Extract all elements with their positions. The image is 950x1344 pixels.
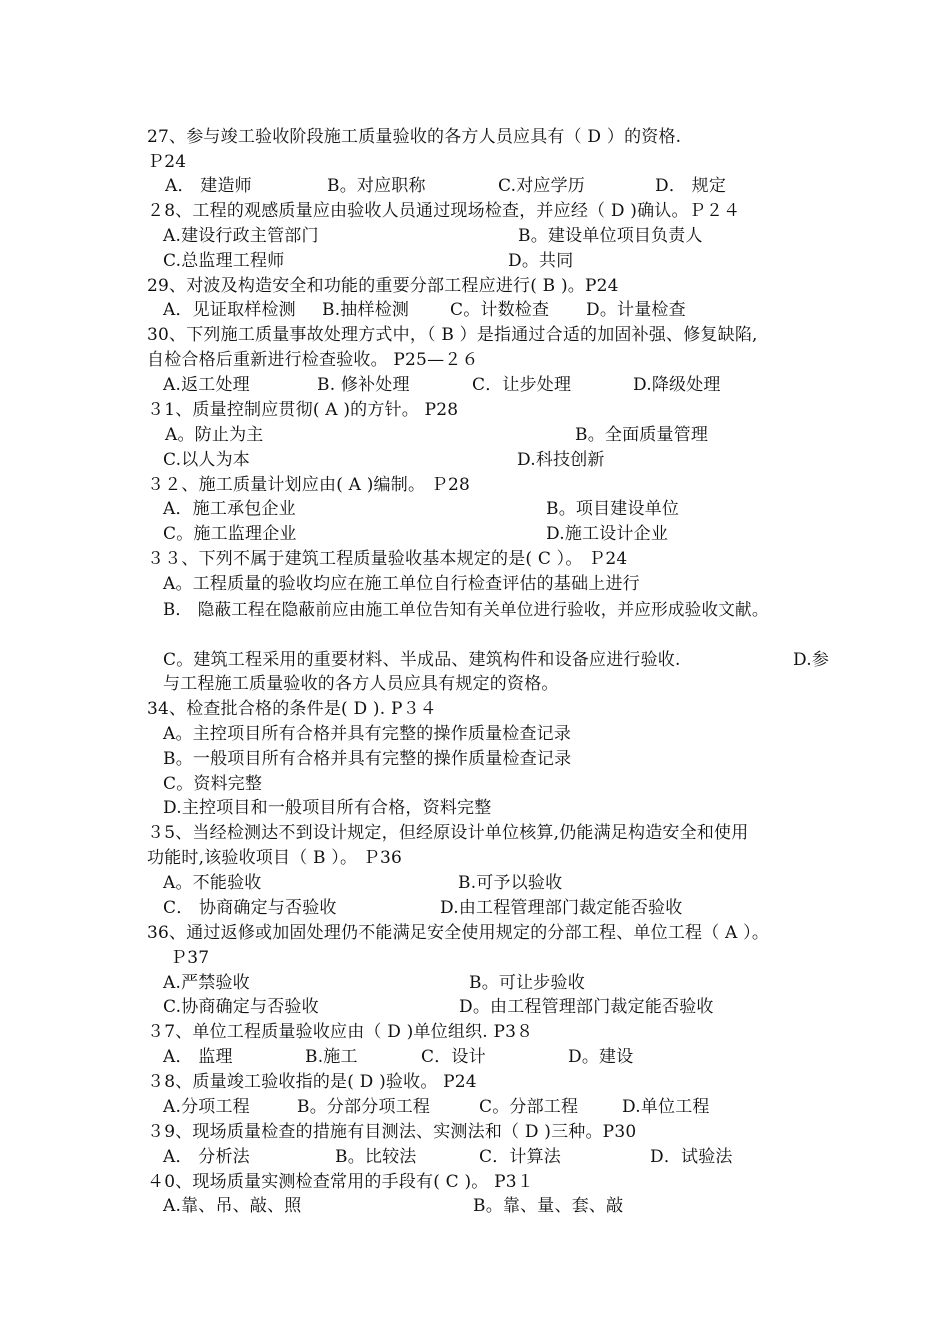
question-34-option-b: B。一般项目所有合格并具有完整的操作质量检查记录 <box>163 749 572 769</box>
question-40-text: ４0、现场质量实测检查常用的手段有( C )。 P3１ <box>147 1172 534 1192</box>
option-d: D.由工程管理部门裁定能否验收 <box>440 898 683 918</box>
option-b: B。比较法 <box>335 1147 417 1167</box>
question-35-text: ３5、当经检测达不到设计规定，但经原设计单位核算,仍能满足构造安全和使用 <box>147 823 749 843</box>
option-b: B。可让步验收 <box>469 973 585 993</box>
question-36-text: 36、通过返修或加固处理仍不能满足安全使用规定的分部工程、单位工程（ A ）。 <box>147 923 770 943</box>
option-b: B.施工 <box>305 1047 358 1067</box>
question-34-option-a: A。主控项目所有合格并具有完整的操作质量检查记录 <box>163 724 572 744</box>
question-39-text: ３9、现场质量检查的措施有目测法、实测法和（ D )三种。P30 <box>147 1122 637 1142</box>
option-b: B.抽样检测 <box>322 300 410 320</box>
option-c: C.以人为本 <box>163 450 251 470</box>
option-c: C。建筑工程采用的重要材料、半成品、建筑构件和设备应进行验收. <box>163 650 681 670</box>
option-a: A。防止为主 <box>165 425 264 445</box>
option-d: D.降级处理 <box>633 375 721 395</box>
option-a: A.分项工程 <box>163 1097 250 1117</box>
option-a: A． 建造师 <box>165 176 252 196</box>
option-d: D.参 <box>793 650 830 670</box>
option-d: D.施工设计企业 <box>546 524 669 544</box>
question-35-text-cont: 功能时,该验收项目（ B ）。 Ｐ36 <box>147 848 403 868</box>
option-c: C．设计 <box>421 1047 486 1067</box>
option-d: D。由工程管理部门裁定能否验收 <box>459 997 714 1017</box>
question-33-option-a: A。工程质量的验收均应在施工单位自行检查评估的基础上进行 <box>163 574 640 594</box>
option-a: A． 分析法 <box>163 1147 250 1167</box>
option-a: A.严禁验收 <box>163 973 250 993</box>
question-38-text: ３8、质量竣工验收指的是( D )验收。 P24 <box>147 1072 477 1092</box>
option-b: B。对应职称 <box>327 176 426 196</box>
option-d: D。计量检查 <box>586 300 686 320</box>
option-a: A．施工承包企业 <box>163 499 296 519</box>
question-33-option-d-cont: 与工程施工质量验收的各方人员应具有规定的资格。 <box>163 674 559 694</box>
question-37-text: ３7、单位工程质量验收应由（ D )单位组织. P3８ <box>147 1022 534 1042</box>
option-d: D。共同 <box>508 251 574 271</box>
question-30-text: 30、下列施工质量事故处理方式中，（ B ）是指通过合适的加固补强、修复缺陷, <box>147 325 758 345</box>
option-d: D． 规定 <box>655 176 727 196</box>
option-b: B. 修补处理 <box>317 375 410 395</box>
option-d: D.科技创新 <box>517 450 605 470</box>
question-31-text: ３1、质量控制应贯彻( A )的方针。 P28 <box>147 400 459 420</box>
option-d: D.单位工程 <box>622 1097 710 1117</box>
option-c: C.总监理工程师 <box>163 251 285 271</box>
question-34-text: 34、检查批合格的条件是( D ). P３４ <box>147 699 437 719</box>
option-d: D。建设 <box>568 1047 634 1067</box>
option-b: B。全面质量管理 <box>575 425 709 445</box>
option-a: A.靠、吊、敲、照 <box>163 1196 302 1216</box>
question-27-page-ref: Ｐ24 <box>147 152 187 172</box>
question-32-text: ３２、施工质量计划应由( A )编制。 Ｐ28 <box>147 475 470 495</box>
question-27-text: 27、参与竣工验收阶段施工质量验收的各方人员应具有（ D ）的资格. <box>147 127 682 147</box>
option-c: C。计数检查 <box>450 300 550 320</box>
option-c: C．让步处理 <box>472 375 572 395</box>
option-a: A． 监理 <box>163 1047 233 1067</box>
option-c: C． 协商确定与否验收 <box>163 898 337 918</box>
option-b: B。建设单位项目负责人 <box>518 226 703 246</box>
question-34-option-d: D.主控项目和一般项目所有合格，资料完整 <box>163 798 492 818</box>
option-c: C。施工监理企业 <box>163 524 297 544</box>
question-28-text: ２8、工程的观感质量应由验收人员通过现场检查，并应经（ D )确认。Ｐ２４ <box>147 201 741 221</box>
option-a: A.返工处理 <box>163 375 250 395</box>
question-36-page-ref: Ｐ37 <box>170 948 210 968</box>
question-30-text-cont: 自检合格后重新进行检查验收。 P25—２６ <box>147 350 479 370</box>
option-b: B.可予以验收 <box>458 873 563 893</box>
option-b: B。分部分项工程 <box>297 1097 431 1117</box>
option-c: C．计算法 <box>479 1147 562 1167</box>
question-34-option-c: C。资料完整 <box>163 774 263 794</box>
option-c: C.协商确定与否验收 <box>163 997 319 1017</box>
option-a: A．见证取样检测 <box>163 300 296 320</box>
option-c: C.对应学历 <box>498 176 586 196</box>
option-d: D．试验法 <box>650 1147 733 1167</box>
option-b: B。项目建设单位 <box>546 499 680 519</box>
option-a: A.建设行政主管部门 <box>163 226 319 246</box>
question-29-text: 29、对波及构造安全和功能的重要分部工程应进行( B )。P24 <box>147 276 619 296</box>
option-c: C。分部工程 <box>479 1097 579 1117</box>
question-33-option-b: B． 隐蔽工程在隐蔽前应由施工单位告知有关单位进行验收，并应形成验收文献。 <box>163 600 769 619</box>
option-a: A。不能验收 <box>163 873 262 893</box>
question-33-text: ３３、下列不属于建筑工程质量验收基本规定的是( C ）。 Ｐ24 <box>147 549 628 569</box>
option-b: B。靠、量、套、敲 <box>473 1196 624 1216</box>
